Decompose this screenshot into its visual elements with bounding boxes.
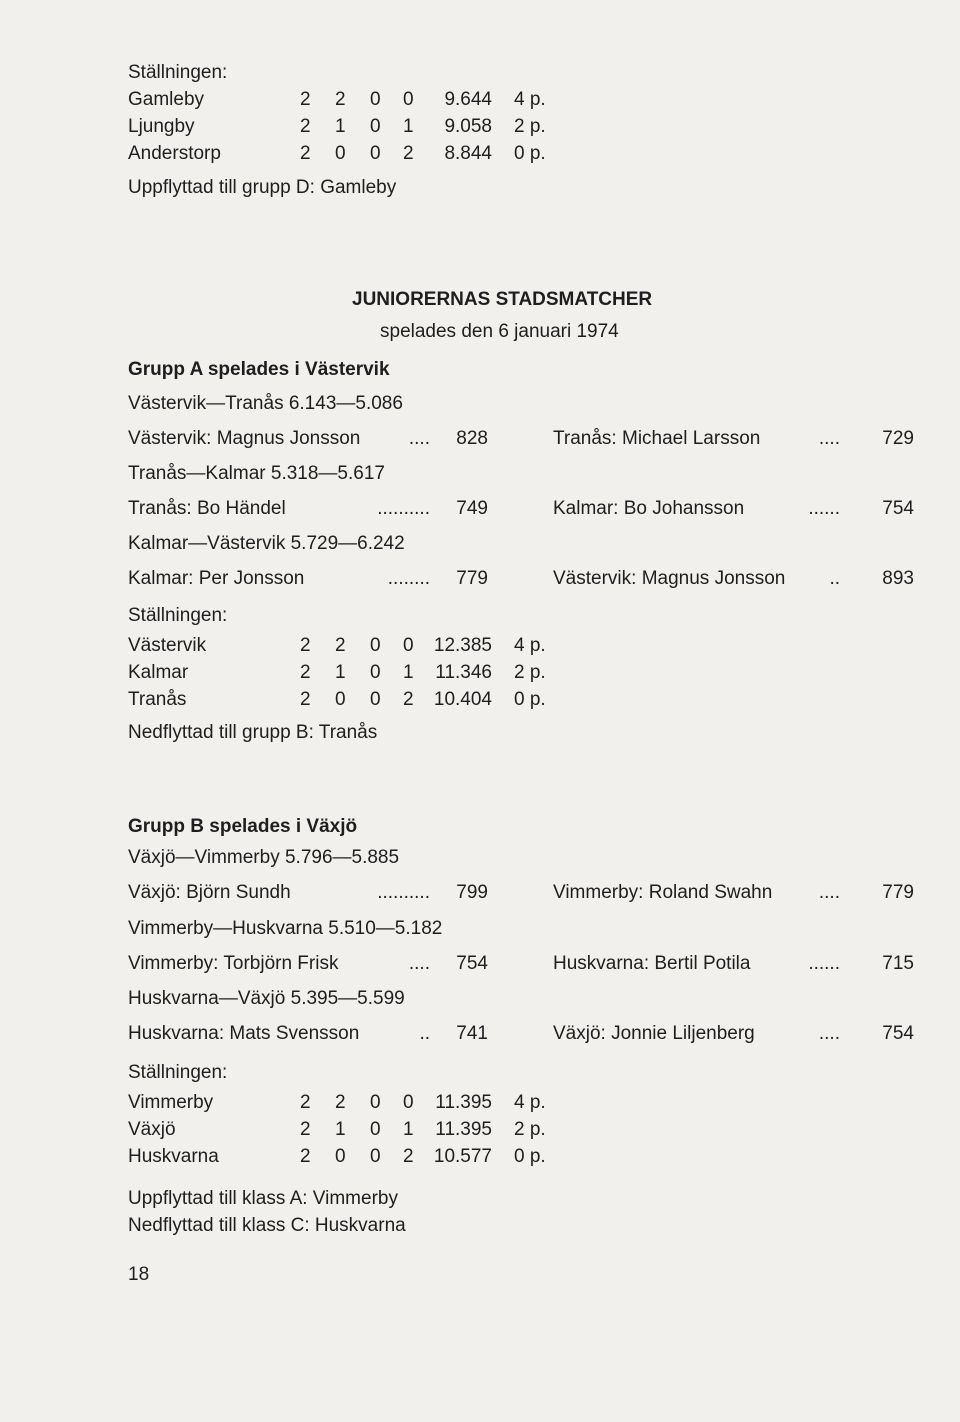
match-right-leader: .... xyxy=(818,1023,840,1044)
match-left-leader: .... xyxy=(408,428,430,449)
page-number: 18 xyxy=(128,1264,150,1285)
match-result: Västervik—Tranås 6.143—5.086 xyxy=(128,393,403,414)
standings-won: 0 xyxy=(335,143,346,164)
standings-won: 0 xyxy=(335,1146,346,1167)
match-left-player: Kalmar: Per Jonsson xyxy=(128,568,305,589)
match-right-leader: ...... xyxy=(808,498,840,519)
standings-team: Västervik xyxy=(128,635,207,656)
standings-points: 2 p. xyxy=(514,1119,546,1140)
standings-points: 0 p. xyxy=(514,689,546,710)
match-right-leader: .... xyxy=(818,882,840,903)
match-result: Växjö—Vimmerby 5.796—5.885 xyxy=(128,847,400,868)
standings-team: Gamleby xyxy=(128,89,205,110)
standings-total: 9.644 xyxy=(444,89,492,110)
standings-total: 11.395 xyxy=(435,1119,492,1140)
standings-drawn: 0 xyxy=(370,116,381,137)
standings-lost: 0 xyxy=(403,635,414,656)
match-left-score: 828 xyxy=(456,428,488,449)
group-b-heading: Grupp B spelades i Växjö xyxy=(128,816,358,837)
match-left-score: 779 xyxy=(456,568,488,589)
match-result: Vimmerby—Huskvarna 5.510—5.182 xyxy=(128,918,443,939)
standings-won: 2 xyxy=(335,635,346,656)
standings-played: 2 xyxy=(300,143,311,164)
standings-team: Kalmar xyxy=(128,662,189,683)
standings-lost: 2 xyxy=(403,689,414,710)
standings-points: 4 p. xyxy=(514,1092,546,1113)
group-a-note: Nedflyttad till grupp B: Tranås xyxy=(128,722,378,743)
standings-played: 2 xyxy=(300,1146,311,1167)
standings-total: 10.404 xyxy=(433,689,492,710)
standings-total: 9.058 xyxy=(444,116,492,137)
standings-won: 1 xyxy=(335,1119,346,1140)
standings-points: 2 p. xyxy=(514,662,546,683)
match-right-player: Huskvarna: Bertil Potila xyxy=(553,953,751,974)
standings-total: 8.844 xyxy=(444,143,492,164)
match-right-leader: ...... xyxy=(808,953,840,974)
match-left-score: 741 xyxy=(456,1023,488,1044)
standings-drawn: 0 xyxy=(370,1092,381,1113)
standings-points: 0 p. xyxy=(514,1146,546,1167)
standings-lost: 2 xyxy=(403,143,414,164)
match-left-player: Tranås: Bo Händel xyxy=(128,498,286,519)
match-result: Huskvarna—Växjö 5.395—5.599 xyxy=(128,988,405,1009)
match-right-player: Växjö: Jonnie Liljenberg xyxy=(553,1023,755,1044)
standings-drawn: 0 xyxy=(370,662,381,683)
group-b-note-down: Nedflyttad till klass C: Huskvarna xyxy=(128,1215,406,1236)
match-right-score: 893 xyxy=(882,568,914,589)
match-right-score: 754 xyxy=(882,1023,914,1044)
standings-drawn: 0 xyxy=(370,1146,381,1167)
match-right-leader: .. xyxy=(829,568,840,589)
standings-team: Huskvarna xyxy=(128,1146,219,1167)
standings-points: 4 p. xyxy=(514,635,546,656)
standings-team: Tranås xyxy=(128,689,187,710)
match-left-score: 754 xyxy=(456,953,488,974)
standings-won: 0 xyxy=(335,689,346,710)
match-left-player: Växjö: Björn Sundh xyxy=(128,882,291,903)
standings-points: 2 p. xyxy=(514,116,546,137)
match-left-leader: .......... xyxy=(377,882,430,903)
match-right-score: 779 xyxy=(882,882,914,903)
match-right-score: 754 xyxy=(882,498,914,519)
standings-drawn: 0 xyxy=(370,635,381,656)
standings-played: 2 xyxy=(300,635,311,656)
match-right-player: Västervik: Magnus Jonsson xyxy=(553,568,786,589)
standings-lost: 1 xyxy=(403,116,414,137)
match-right-player: Kalmar: Bo Johansson xyxy=(553,498,745,519)
standings-lost: 2 xyxy=(403,1146,414,1167)
standings-lost: 1 xyxy=(403,1119,414,1140)
group-b-note-up: Uppflyttad till klass A: Vimmerby xyxy=(128,1188,398,1209)
standings-played: 2 xyxy=(300,689,311,710)
match-right-player: Tranås: Michael Larsson xyxy=(553,428,761,449)
group-a-standings-heading: Ställningen: xyxy=(128,605,228,626)
standings-drawn: 0 xyxy=(370,689,381,710)
standings-total: 11.346 xyxy=(435,662,492,683)
standings-lost: 1 xyxy=(403,662,414,683)
match-left-player: Vimmerby: Torbjörn Frisk xyxy=(128,953,339,974)
match-right-leader: .... xyxy=(818,428,840,449)
standings-points: 0 p. xyxy=(514,143,546,164)
standings-lost: 0 xyxy=(403,1092,414,1113)
match-right-score: 729 xyxy=(882,428,914,449)
match-left-leader: .. xyxy=(419,1023,430,1044)
match-left-score: 749 xyxy=(456,498,488,519)
match-left-player: Huskvarna: Mats Svensson xyxy=(128,1023,360,1044)
match-left-player: Västervik: Magnus Jonsson xyxy=(128,428,361,449)
standings-team: Vimmerby xyxy=(128,1092,214,1113)
match-left-leader: .......... xyxy=(377,498,430,519)
standings-won: 1 xyxy=(335,662,346,683)
standings-drawn: 0 xyxy=(370,89,381,110)
standings-played: 2 xyxy=(300,89,311,110)
top-standings-heading: Ställningen: xyxy=(128,62,228,83)
standings-played: 2 xyxy=(300,662,311,683)
standings-drawn: 0 xyxy=(370,143,381,164)
match-right-score: 715 xyxy=(882,953,914,974)
match-left-leader: .... xyxy=(408,953,430,974)
standings-lost: 0 xyxy=(403,89,414,110)
match-result: Tranås—Kalmar 5.318—5.617 xyxy=(128,463,385,484)
standings-played: 2 xyxy=(300,1119,311,1140)
standings-won: 2 xyxy=(335,1092,346,1113)
standings-points: 4 p. xyxy=(514,89,546,110)
match-left-score: 799 xyxy=(456,882,488,903)
standings-played: 2 xyxy=(300,116,311,137)
page-title: JUNIORERNAS STADSMATCHER xyxy=(352,289,653,310)
standings-drawn: 0 xyxy=(370,1119,381,1140)
standings-total: 11.395 xyxy=(435,1092,492,1113)
standings-played: 2 xyxy=(300,1092,311,1113)
standings-team: Anderstorp xyxy=(128,143,221,164)
standings-total: 10.577 xyxy=(433,1146,492,1167)
group-b-standings-heading: Ställningen: xyxy=(128,1062,228,1083)
group-a-heading: Grupp A spelades i Västervik xyxy=(128,359,390,380)
standings-won: 1 xyxy=(335,116,346,137)
page-subtitle: spelades den 6 januari 1974 xyxy=(380,321,619,342)
standings-team: Ljungby xyxy=(128,116,195,137)
standings-team: Växjö xyxy=(128,1119,176,1140)
match-right-player: Vimmerby: Roland Swahn xyxy=(553,882,773,903)
standings-won: 2 xyxy=(335,89,346,110)
match-left-leader: ........ xyxy=(387,568,430,589)
top-standings-note: Uppflyttad till grupp D: Gamleby xyxy=(128,177,397,198)
match-result: Kalmar—Västervik 5.729—6.242 xyxy=(128,533,405,554)
standings-total: 12.385 xyxy=(433,635,492,656)
